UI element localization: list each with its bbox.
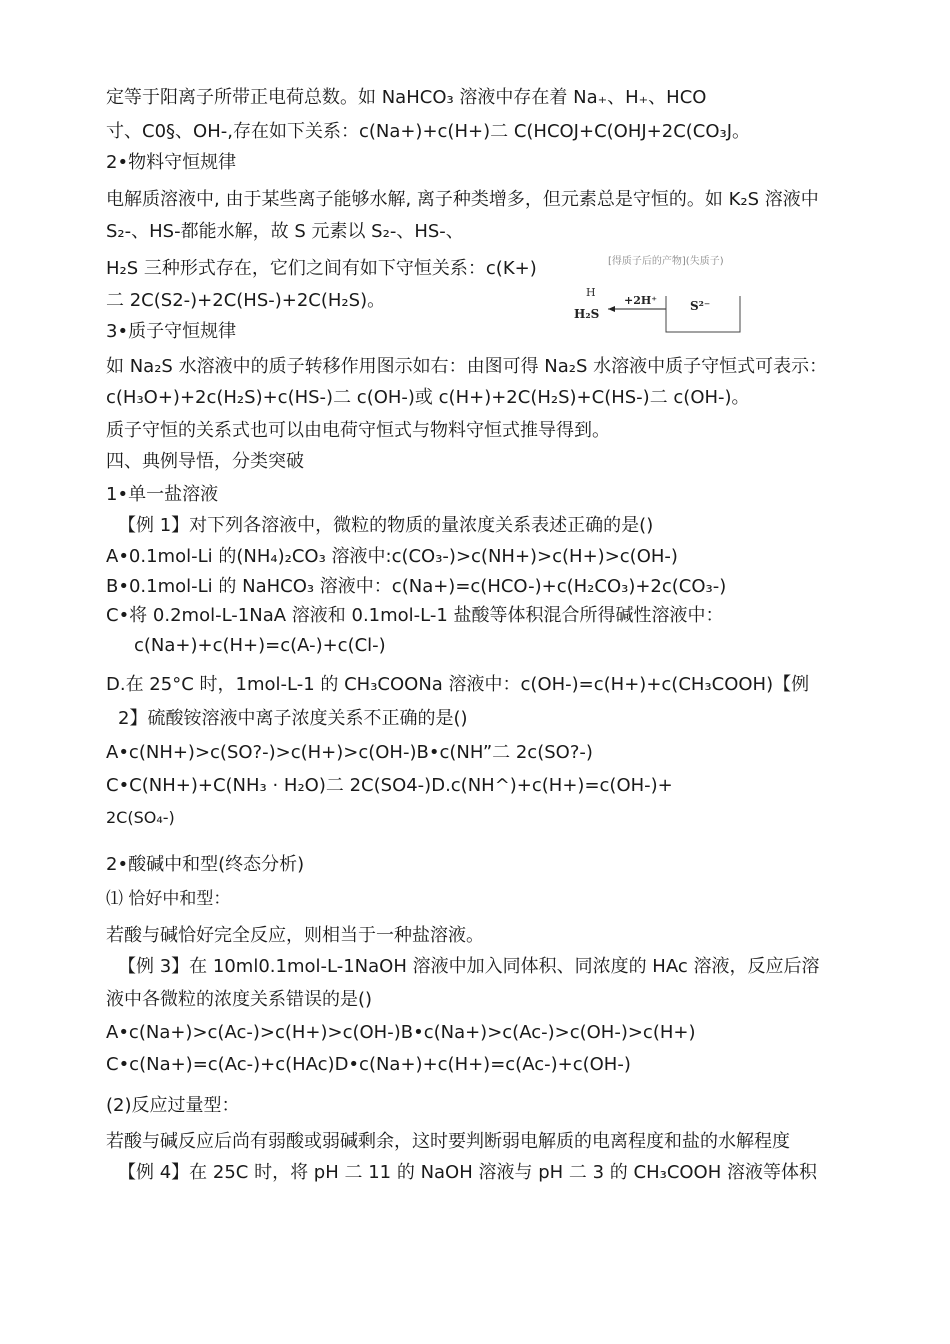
text-line-26: 若酸与碱恰好完全反应，则相当于一种盐溶液。 [106,925,484,946]
example-4-stem: 【例 4】在 25C 时，将 pH 二 11 的 NaOH 溶液与 pH 二 3 的 CH₃COOH 溶液等体积 [118,1162,817,1183]
example-2-options-ab: A•c(NH+)>c(SO?-)>c(H+)>c(OH-)B•c(NH”二 2c(SO?-) [106,742,593,763]
example-1-option-c: C•将 0.2mol-L-1NaA 溶液和 0.1mol-L-1 盐酸等体积混合所得碱性溶液中： [106,605,724,626]
text-line-2: 寸、C0§、OH-,存在如下关系：c(Na+)+c(H+)二 C(HCOJ+C(OHJ+2C(CO₃J。 [106,121,751,142]
text-line-9: 如 Na₂S 水溶液中的质子转移作用图示如右：由图可得 Na₂S 水溶液中质子守恒式可表示： [106,356,828,377]
diagram-arrow-head [608,306,615,312]
subheading-excess: (2)反应过量型： [106,1095,240,1116]
proton-transfer-diagram [568,252,758,338]
diagram-arrow-label: +2H⁺ [624,294,658,307]
subheading-single-salt: 1•单一盐溶液 [106,484,219,505]
diagram-label-s2: S²⁻ [690,299,711,313]
example-1-option-b: B•0.1mol-Li 的 NaHCO₃ 溶液中：c(Na+)=c(HCO-)+c(H₂CO₃)+2c(CO₃-) [106,576,727,597]
subheading-neutralization: 2•酸碱中和型(终态分析) [106,854,305,875]
text-line-7: 二 2C(S2-)+2C(HS-)+2C(H₂S)。 [106,290,386,311]
diagram-graphic [568,252,758,338]
section-heading-examples: 四、典例导悟，分类突破 [106,451,304,472]
example-1-option-d: D.在 25°C 时，1mol-L-1 的 CH₃COONa 溶液中：c(OH-)=c(H+)+c(CH₃COOH)【例 [106,674,810,695]
example-3-options-ab: A•c(Na+)>c(Ac-)>c(H+)>c(OH-)B•c(Na+)>c(Ac-)>c(OH-)>c(H+) [106,1022,696,1043]
diagram-label-h2s: H₂S [574,307,600,321]
example-2-options-cd: C•C(NH+)+C(NH₃ · H₂O)二 2C(SO4-)D.c(NH^)+c(H+)=c(OH-)+ [106,775,673,796]
example-1-stem: 【例 1】对下列各溶液中，微粒的物质的量浓度关系表述正确的是() [118,515,654,536]
text-line-1: 定等于阳离子所带正电荷总数。如 NaHCO₃ 溶液中存在着 Na₊、H₊、HCO [106,87,707,108]
text-line-11: 质子守恒的关系式也可以由电荷守恒式与物料守恒式推导得到。 [106,420,610,441]
text-line-4: 电解质溶液中, 由于某些离子能够水解, 离子种类增多，但元素总是守恒的。如 K₂S 溶液中 [106,189,819,210]
text-line-6: H₂S 三种形式存在，它们之间有如下守恒关系：c(K+) [106,258,537,279]
example-1-option-a: A•0.1mol-Li 的(NH₄)₂CO₃ 溶液中:c(CO₃-)>c(NH+)>c(H+)>c(OH-) [106,546,678,567]
example-2-stem: 2】硫酸铵溶液中离子浓度关系不正确的是() [118,708,468,729]
example-3-options-cd: C•c(Na+)=c(Ac-)+c(HAc)D•c(Na+)+c(H+)=c(Ac-)+c(OH-) [106,1054,631,1075]
text-line-5: S₂-、HS-都能水解，故 S 元素以 S₂-、HS-、 [106,221,464,242]
section-heading-proton-balance: 3•质子守恒规律 [106,321,237,342]
example-2-options-cd-cont: 2C(SO₄-) [106,808,175,827]
section-heading-material-balance: 2•物料守恒规律 [106,152,237,173]
text-line-32: 若酸与碱反应后尚有弱酸或弱碱剩余，这时要判断弱电解质的电离程度和盐的水解程度 [106,1131,790,1152]
example-3-stem: 【例 3】在 10ml0.1mol-L-1NaOH 溶液中加入同体积、同浓度的 HAc 溶液，反应后溶 [118,956,820,977]
example-1-option-c-cont: c(Na+)+c(H+)=c(A-)+c(Cl-) [134,635,386,656]
diagram-caption: [得质子后的产物](失质子) [608,256,724,267]
diagram-label-h: H [586,286,596,299]
example-3-stem-cont: 液中各微粒的浓度关系错误的是() [106,989,373,1010]
text-line-10: c(H₃O+)+2c(H₂S)+c(HS-)二 c(OH-)或 c(H+)+2C(H₂S)+C(HS-)二 c(OH-)。 [106,387,750,408]
subheading-exact-neutralization: ⑴ 恰好中和型： [106,889,231,909]
